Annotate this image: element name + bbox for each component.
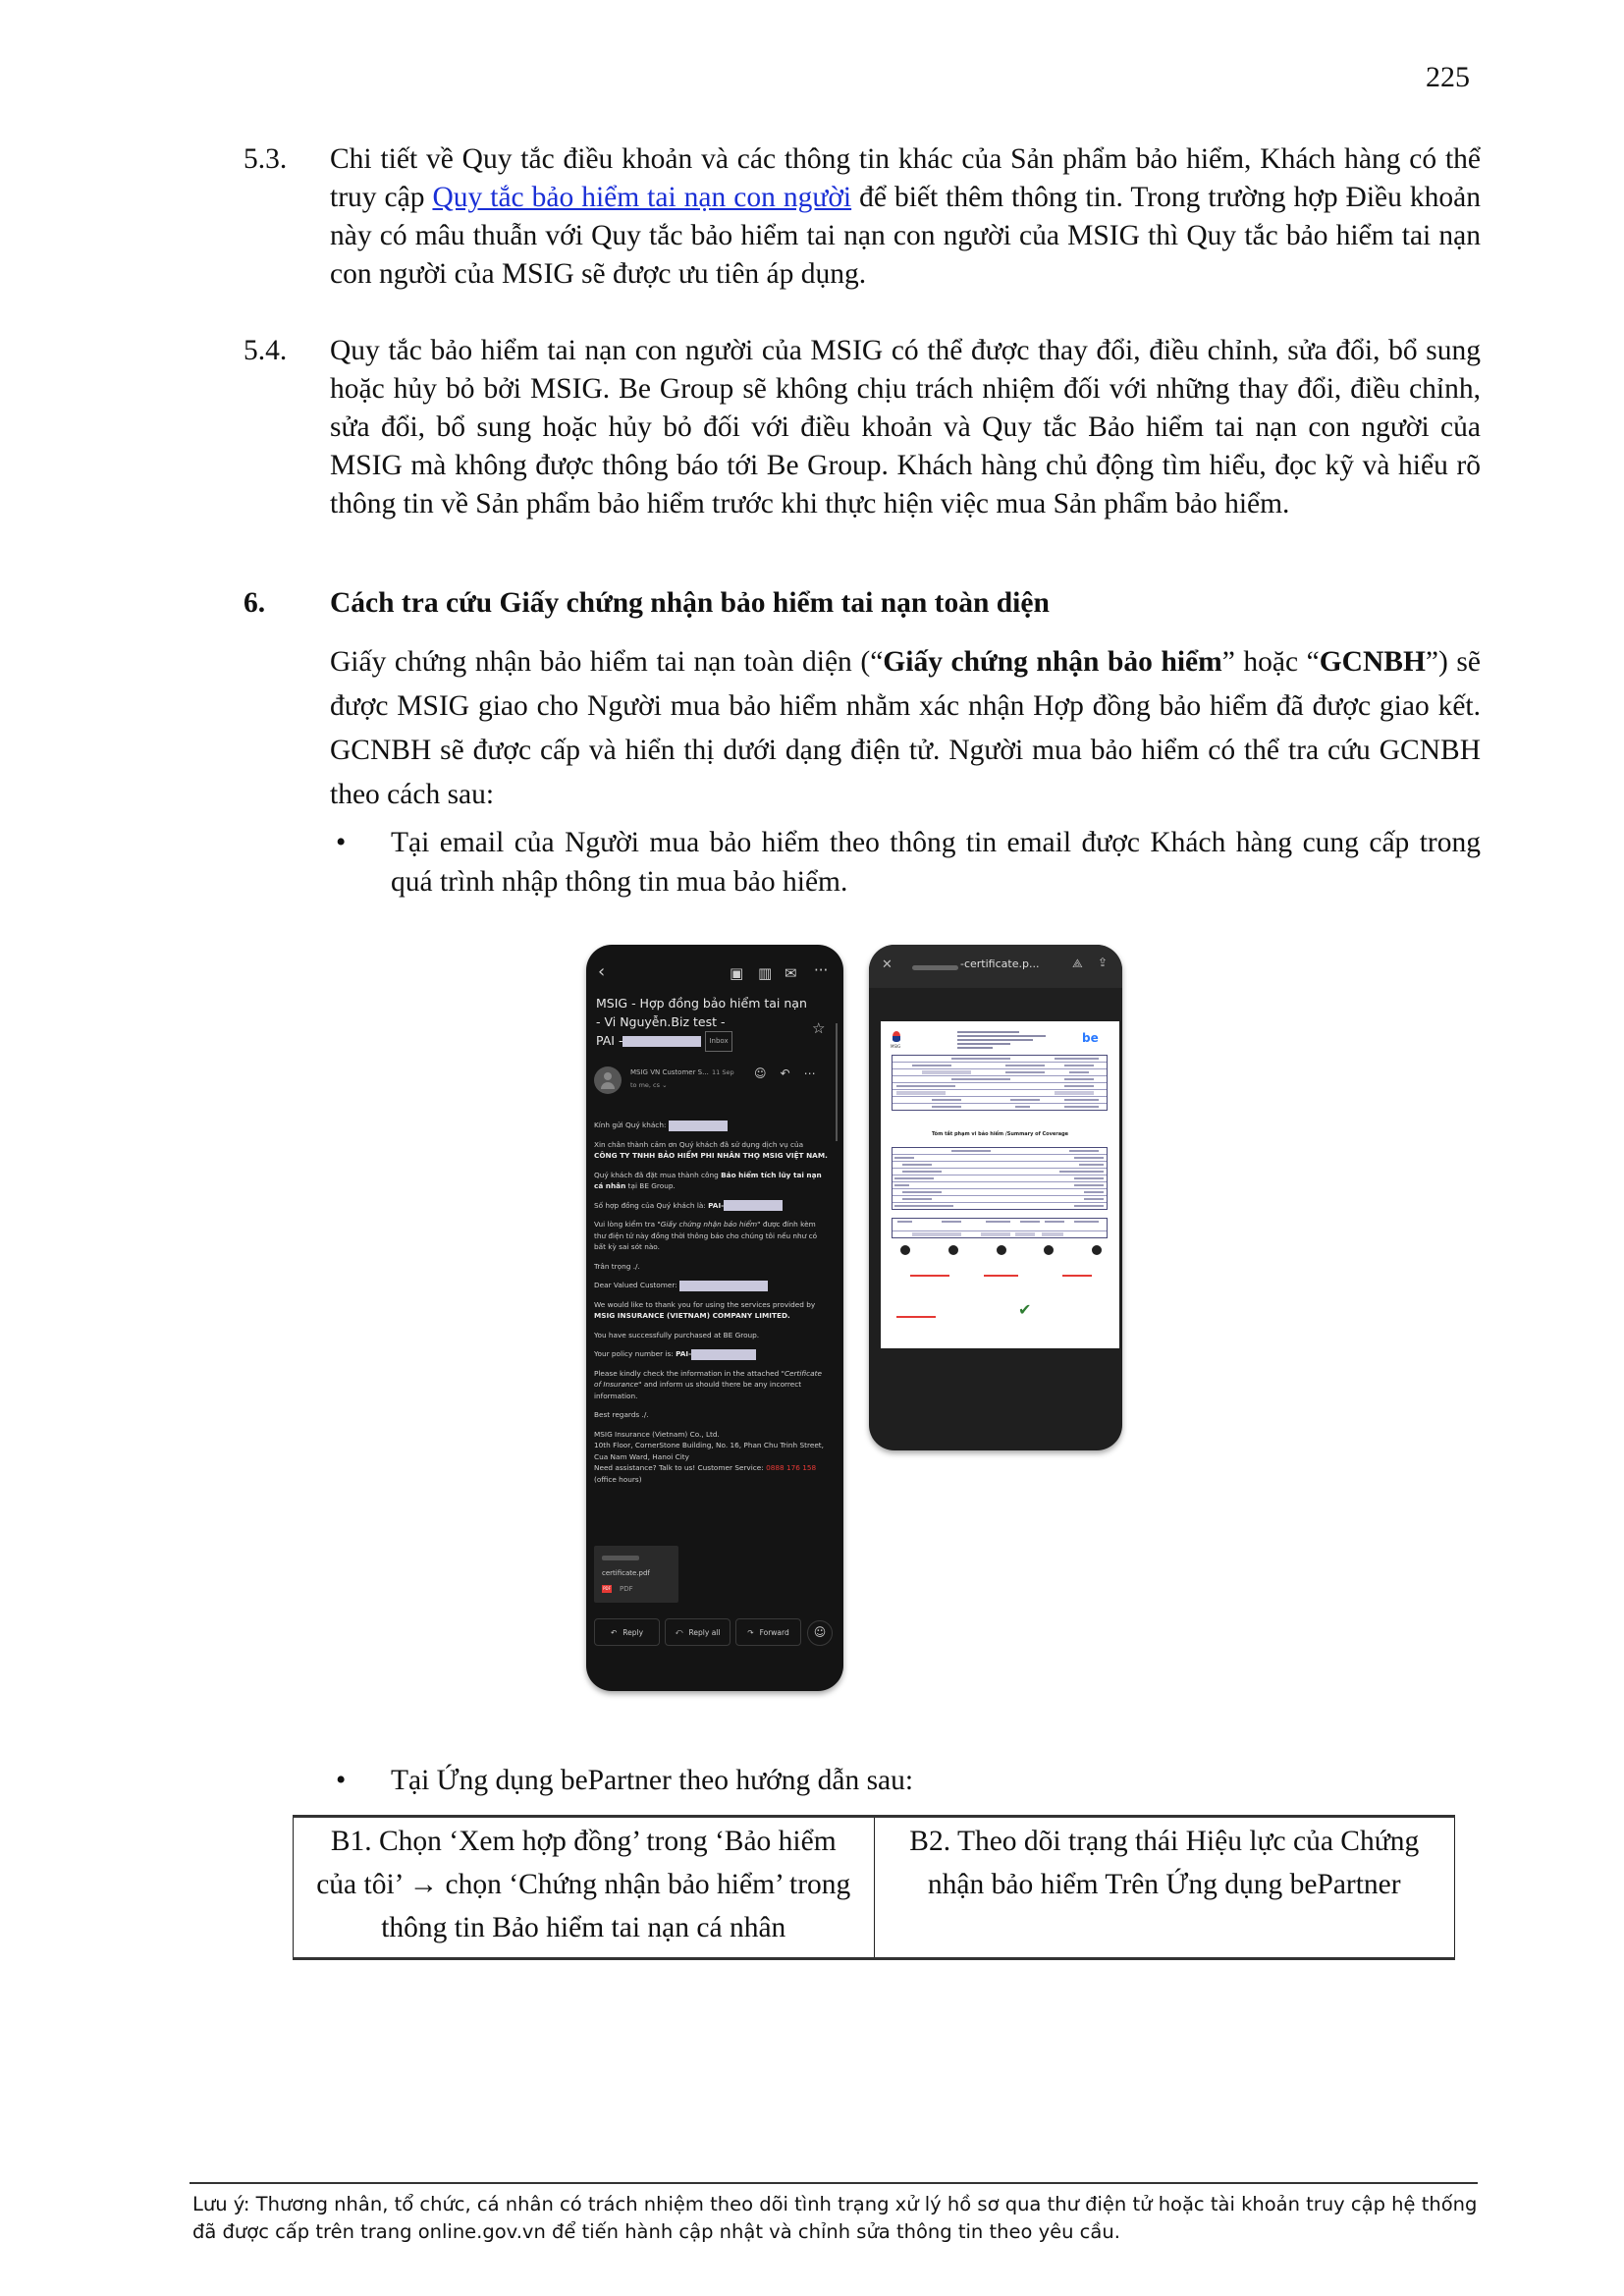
attachment-name: certificate.pdf	[602, 1569, 650, 1577]
red-text-line	[984, 1275, 1018, 1277]
text: Vui lòng kiểm tra "	[594, 1220, 661, 1229]
sender-actions	[754, 1066, 830, 1080]
hotline-link[interactable]: 0888 176 158	[766, 1463, 817, 1472]
bullet-text: Tại email của Người mua bảo hiểm theo thông tin email được Khách hàng cung cấp trong quá trình nhập thông tin mua bảo hiểm.	[391, 827, 1481, 898]
share-icon[interactable]: ⇪	[1098, 956, 1109, 969]
text: để biết thêm thông tin. Trong trường hợp Điều khoản này có mâu thuẫn với Quy tắc bảo hiểm tai nạn con người của MSIG thì Quy tắc bảo hiểm tai nạn con người của MSIG sẽ được ưu tiên áp dụng.	[330, 182, 1481, 290]
red-text-line	[910, 1275, 949, 1277]
email-subject	[596, 994, 807, 1052]
company-name: MSIG INSURANCE (VIETNAM) COMPANY LIMITED.	[594, 1311, 790, 1320]
bullet-text: Tại Ứng dụng bePartner theo hướng dẫn sau:	[391, 1765, 914, 1796]
signature-check-icon: ✔	[1018, 1300, 1032, 1319]
section-number: 5.3.	[244, 143, 288, 175]
term-bold: GCNBH	[1319, 646, 1426, 678]
text: You have successfully purchased at BE Group.	[594, 1330, 760, 1339]
recipients[interactable]: to me, cs ⌄	[630, 1081, 668, 1089]
email-body	[594, 1120, 828, 1493]
text: Certificate of Insurance	[594, 1368, 822, 1389]
text: Please kindly check the information in the attached "	[594, 1368, 785, 1378]
phone-icon	[997, 1245, 1006, 1255]
rules-link[interactable]: Quy tắc bảo hiểm tai nạn con người	[432, 182, 852, 213]
scrollbar[interactable]	[836, 1023, 838, 1141]
email-date: 11 Sep	[712, 1068, 734, 1076]
redacted-block	[724, 1200, 783, 1211]
text: Need assistance? Talk to us! Customer Service:	[594, 1463, 767, 1472]
section-6-intro	[330, 640, 1481, 817]
back-icon[interactable]: ‹	[598, 961, 606, 982]
address-line: MSIG Insurance (Vietnam) Co., Ltd.	[594, 1429, 720, 1439]
avatar	[594, 1066, 622, 1094]
steps-table	[293, 1815, 1455, 1960]
text: Best regards ./.	[594, 1410, 649, 1419]
page-number: 225	[1426, 61, 1470, 93]
bullet-email	[330, 823, 1481, 902]
emoji-icon[interactable]: ☺	[754, 1066, 781, 1080]
inbox-label[interactable]: Inbox	[705, 1031, 731, 1052]
company-header	[957, 1029, 1046, 1051]
subject-line: MSIG - Hợp đồng bảo hiểm tai nạn	[596, 996, 807, 1011]
bullet-icon: •	[336, 827, 347, 858]
redacted-block	[669, 1121, 728, 1131]
attachment-type: PDF	[620, 1585, 633, 1593]
reply-button[interactable]	[594, 1618, 660, 1646]
text: Chi tiết về Quy tắc điều khoản và các thông tin khác của Sản phẩm bảo hiểm, Khách hàng có thể truy cập	[330, 143, 1481, 213]
section-title: Cách tra cứu Giấy chứng nhận bảo hiểm tai nạn toàn diện	[330, 587, 1050, 619]
reply-icon: ↶	[610, 1627, 618, 1637]
text: We would like to thank you for using the services provided by	[594, 1299, 816, 1309]
red-text-line	[896, 1316, 936, 1318]
delete-icon[interactable]: ▥	[758, 964, 773, 982]
text: ”) sẽ được MSIG giao cho Người mua bảo hiểm nhằm xác nhận Hợp đồng bảo hiểm đã được giao kết. GCNBH sẽ được cấp và hiển thị dưới dạng điện tử. Người mua bảo hiểm có thể tra cứu GCNBH theo cách sau:	[330, 646, 1481, 810]
text: ” hoặc “	[1221, 646, 1320, 678]
forward-button[interactable]	[735, 1618, 801, 1646]
section-number: 6.	[244, 587, 266, 619]
reply-all-button[interactable]	[665, 1618, 731, 1646]
footer-divider	[189, 2182, 1478, 2184]
mark-unread-icon[interactable]: ✉	[785, 964, 797, 982]
policy-info-table	[892, 1055, 1108, 1111]
step-2-cell: B2. Theo dõi trạng thái Hiệu lực của Chứng nhận bảo hiểm Trên Ứng dụng bePartner	[874, 1817, 1455, 1959]
forward-label: Forward	[759, 1627, 789, 1637]
text: " được đính kèm thư điện tử này đồng thời thông báo cho chúng tôi nếu như có bất kỳ sai sót nào.	[594, 1220, 818, 1251]
section-body	[330, 140, 1481, 294]
shield-icon	[900, 1245, 910, 1255]
attachment-card[interactable]	[594, 1546, 678, 1603]
table-row	[294, 1817, 1455, 1959]
reply-label: Reply	[623, 1627, 644, 1637]
bullet-icon: •	[336, 1765, 347, 1796]
section-number: 5.4.	[244, 335, 288, 366]
redacted-block	[679, 1281, 768, 1291]
msig-logo-icon	[893, 1036, 900, 1042]
address-line: 10th Floor, CornerStone Building, No. 16, Phan Chu Trinh Street,	[594, 1441, 824, 1449]
certificate-screenshot	[869, 945, 1122, 1450]
section-body: Quy tắc bảo hiểm tai nạn con người của MSIG có thể được thay đổi, điều chỉnh, sửa đổi, bổ sung hoặc hủy bỏ bởi MSIG. Be Group sẽ không chịu trách nhiệm đối với những thay đổi, điều chỉnh, sửa đổi, bổ sung hoặc hủy bỏ đối với điều khoản và Quy tắc Bảo hiểm tai nạn con người của MSIG mà không được thông báo tới Be Group. Khách hàng chủ động tìm hiểu, đọc kỹ và hiểu rõ thông tin về Sản phẩm bảo hiểm trước khi thực hiện việc mua Sản phẩm bảo hiểm.	[330, 335, 1481, 519]
policy-prefix: PAI-	[676, 1349, 692, 1358]
sender-name: MSIG VN Customer S...	[630, 1068, 709, 1076]
section-5-4	[244, 332, 1481, 523]
summary-title: Tóm tắt phạm vi bảo hiểm /Summary of Coverage	[931, 1131, 1069, 1137]
feature-icons	[900, 1245, 1102, 1255]
archive-icon[interactable]: ▣	[730, 964, 744, 982]
text: tại BE Group.	[625, 1181, 676, 1190]
text: Giấy chứng nhận bảo hiểm tai nạn toàn diện (“	[330, 646, 884, 678]
subject-line: - Vi Nguyễn.Biz test -	[596, 1014, 726, 1029]
address-line: Cua Nam Ward, Hanoi City	[594, 1451, 689, 1461]
product-name: Bảo hiểm tích lũy tai nạn cá nhân	[594, 1170, 822, 1190]
laptop-icon	[1092, 1245, 1102, 1255]
file-name: -certificate.p...	[960, 957, 1040, 970]
reply-all-label: Reply all	[688, 1627, 721, 1637]
insured-table	[892, 1218, 1108, 1238]
section-5-3	[244, 140, 1481, 294]
star-icon[interactable]: ☆	[812, 1019, 826, 1037]
viewer-toolbar	[869, 945, 1122, 988]
blurred-name	[912, 965, 958, 970]
forward-icon: ↷	[747, 1627, 754, 1637]
redacted-block	[623, 1036, 701, 1047]
subject-line: PAI -	[596, 1033, 623, 1048]
footer-note: Lưu ý: Thương nhân, tổ chức, cá nhân có trách nhiệm theo dõi tình trạng xử lý hồ sơ qua thư điện tử hoặc tài khoản truy cập hệ thống đã được cấp trên trang online.gov.vn để tiến hành cập nhật và chỉnh sửa thông tin theo yêu cầu.	[192, 2193, 1478, 2243]
coverage-table	[892, 1147, 1108, 1210]
text: (office hours)	[594, 1474, 642, 1484]
msig-label: MSIG	[891, 1044, 901, 1049]
close-icon[interactable]: ✕	[882, 957, 893, 972]
lock-icon	[1044, 1245, 1054, 1255]
email-screenshot	[586, 945, 843, 1691]
sender-row	[594, 1066, 836, 1100]
text: Xin chân thành cảm ơn Quý khách đã sử dụng dịch vụ của	[594, 1139, 804, 1149]
reply-icon[interactable]: ↶	[780, 1066, 804, 1080]
certificate-document	[881, 1021, 1119, 1348]
text: Your policy number is:	[594, 1349, 677, 1358]
red-text-line	[1062, 1275, 1092, 1277]
bullet-app	[330, 1761, 1481, 1800]
add-to-drive-icon[interactable]: ⟁	[1072, 957, 1083, 970]
email-toolbar	[596, 961, 834, 984]
text: Số hợp đồng của Quý khách là:	[594, 1200, 709, 1210]
blurred-name	[602, 1556, 639, 1560]
pdf-icon: PDF	[603, 1586, 611, 1591]
be-logo: be	[1082, 1031, 1099, 1045]
more-icon[interactable]: ···	[814, 961, 829, 979]
emoji-reaction-button[interactable]: ☺	[807, 1620, 833, 1646]
text: Kính gửi Quý khách:	[594, 1121, 667, 1129]
step-1-cell: B1. Chọn ‘Xem hợp đồng’ trong ‘Bảo hiểm của tôi’ → chọn ‘Chứng nhận bảo hiểm’ trong thông tin Bảo hiểm tai nạn cá nhân	[294, 1817, 875, 1959]
term-bold: Giấy chứng nhận bảo hiểm	[883, 646, 1222, 678]
more-icon[interactable]: ⋯	[803, 1066, 830, 1080]
redacted-block	[691, 1349, 756, 1360]
text: Giấy chứng nhận bảo hiểm	[660, 1220, 758, 1229]
circle-icon	[948, 1245, 958, 1255]
reply-all-icon: ⤺	[675, 1627, 683, 1636]
text: Quý khách đã đặt mua thành công	[594, 1170, 722, 1179]
company-name: CÔNG TY TNHH BẢO HIỂM PHI NHÂN THỌ MSIG VIỆT NAM.	[594, 1151, 828, 1160]
text: Dear Valued Customer:	[594, 1281, 677, 1289]
text: " and inform us should there be any incorrect information.	[594, 1380, 802, 1400]
policy-prefix: PAI-	[708, 1200, 725, 1210]
text: Trân trọng ./.	[594, 1261, 640, 1271]
